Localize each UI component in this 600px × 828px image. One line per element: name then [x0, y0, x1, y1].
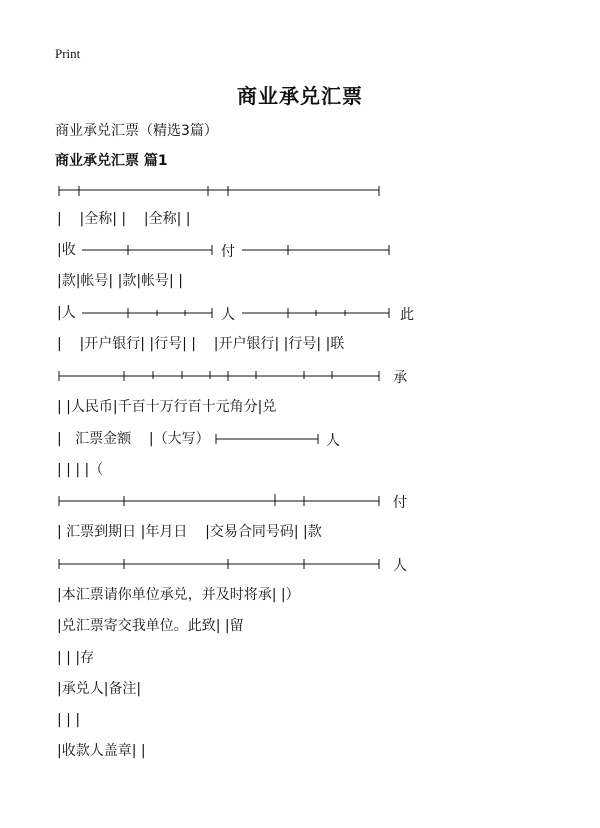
side-label-fu-2: 付: [393, 495, 407, 511]
section-heading: 商业承兑汇票 篇1: [55, 153, 168, 169]
form-line-4: |人: [57, 305, 76, 321]
document-subtitle: 商业承兑汇票（精选3篇）: [55, 123, 218, 139]
form-line-12: | | |存: [57, 650, 95, 666]
form-line-3: |款|帐号| |款|帐号| |: [57, 273, 183, 289]
document-title: 商业承兑汇票: [237, 84, 363, 108]
form-line-5: | |开户银行| |行号| | |开户银行| |行号| |联: [57, 336, 345, 352]
form-line-10: |本汇票请你单位承兑，并及时将承| |）: [57, 587, 300, 603]
side-label-ci: 此: [400, 307, 414, 323]
print-label: Print: [55, 46, 81, 61]
form-line-6: | |人民币|千百十万行百十元角分|兑: [57, 399, 277, 415]
form-line-9: | 汇票到期日 |年月日 |交易合同号码| |款: [57, 524, 322, 540]
form-line-7: | 汇票金额 |（大写）: [57, 431, 210, 447]
form-line-14: | | |: [57, 712, 81, 728]
side-label-ren: 人: [221, 307, 235, 323]
form-line-2: |收: [57, 242, 76, 258]
form-line-15: |收款人盖章| |: [57, 743, 146, 759]
form-line-8: | | | |（: [57, 462, 104, 478]
form-line-11: |兑汇票寄交我单位。此致| |留: [57, 618, 244, 634]
side-label-fu: 付: [221, 244, 235, 260]
side-label-ren-2: 人: [326, 433, 340, 449]
side-label-cheng: 承: [393, 370, 407, 386]
form-line-1: | |全称| | |全称| |: [57, 211, 191, 227]
form-line-13: |承兑人|备注|: [57, 681, 142, 697]
side-label-ren-3: 人: [393, 558, 407, 574]
